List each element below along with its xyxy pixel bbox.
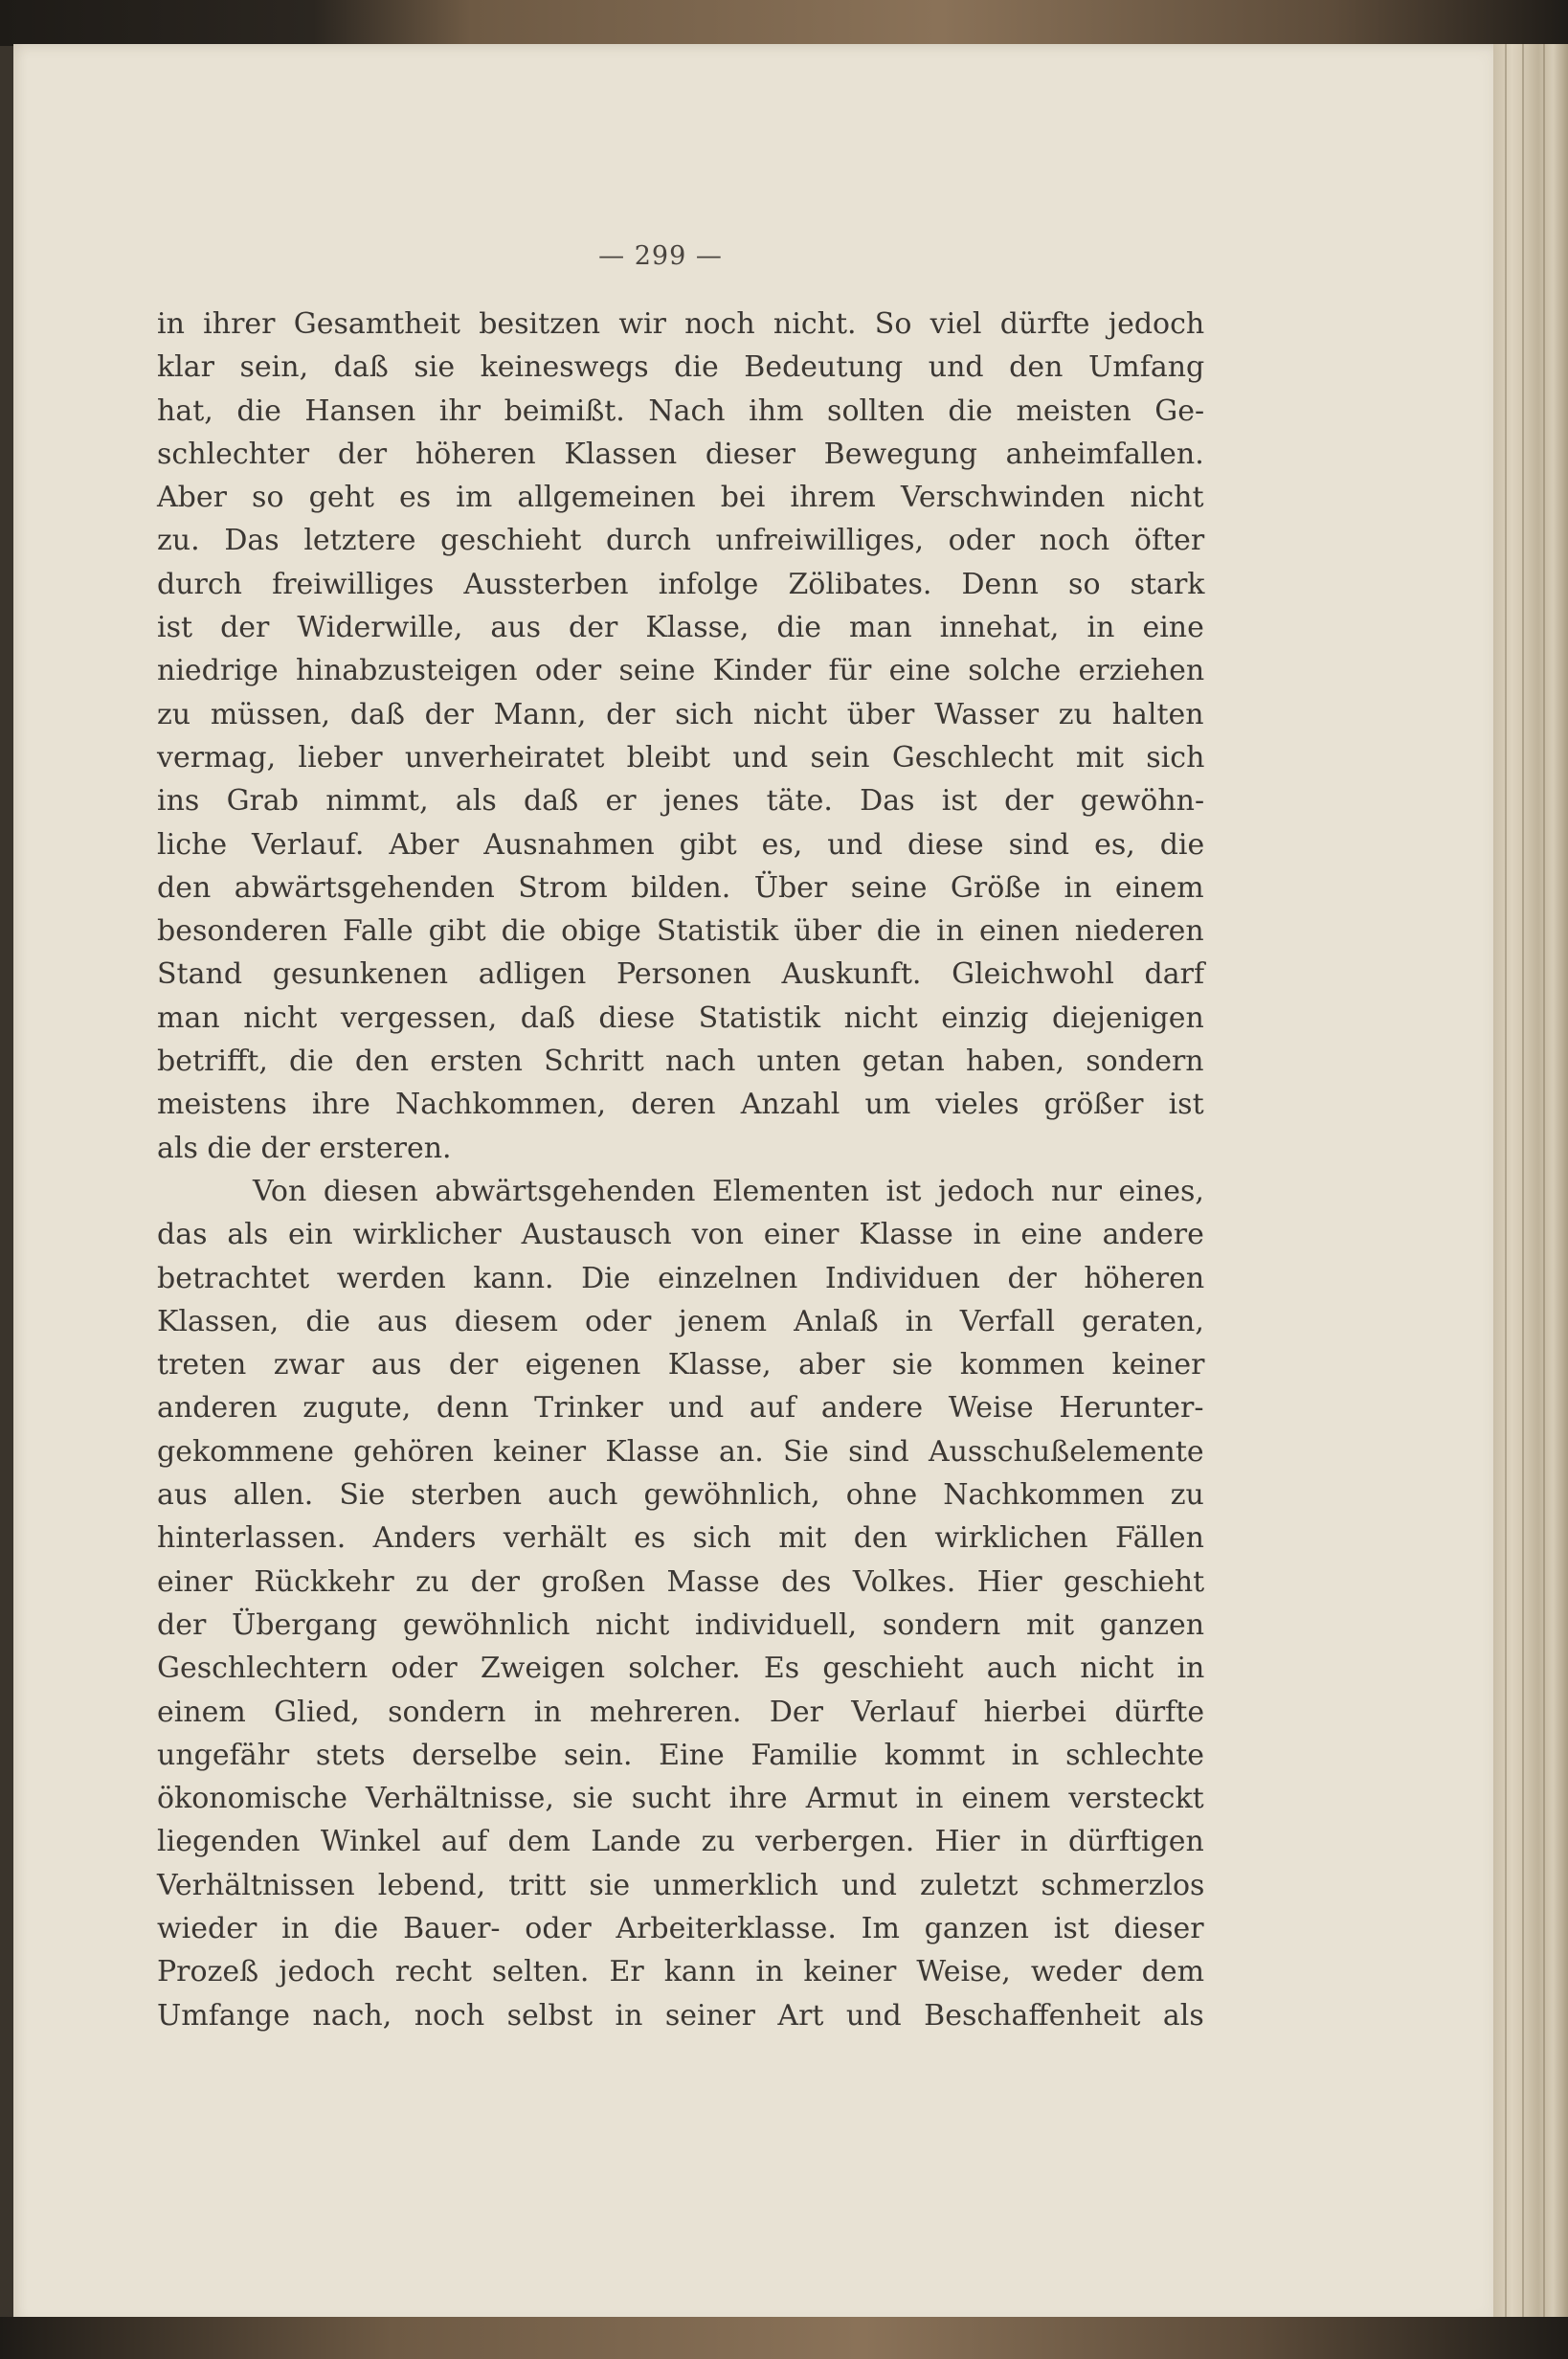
text-line: meistens ihre Nachkommen, deren Anzahl um vieles größer ist — [157, 1088, 1204, 1122]
gutter-line — [1522, 44, 1524, 2325]
text-line: liegenden Winkel auf dem Lande zu verbergen. Hier in dürftigen — [157, 1825, 1204, 1859]
text-line: Klassen, die aus diesem oder jenem Anlaß in Verfall geraten, — [157, 1304, 1204, 1338]
text-line: ins Grab nimmt, als daß er jenes täte. Das ist der gewöhn- — [157, 784, 1205, 819]
text-line: treten zwar aus der eigenen Klasse, aber sie kommen keiner — [157, 1348, 1205, 1382]
text-line: man nicht vergessen, daß diese Statistik nicht einzig diejenigen — [157, 1000, 1204, 1035]
paragraph-last-line: als die der ersteren. — [157, 1131, 452, 1165]
text-line: niedrige hinabzusteigen oder seine Kinder für eine solche erziehen — [157, 654, 1205, 688]
text-line: klar sein, daß sie keineswegs die Bedeutung und den Umfang — [157, 350, 1205, 385]
text-line: wieder in die Bauer- oder Arbeiterklasse. Im ganzen ist dieser — [157, 1911, 1204, 1945]
text-line: liche Verlauf. Aber Ausnahmen gibt es, und diese sind es, die — [157, 827, 1205, 862]
text-line: gekommene gehören keiner Klasse an. Sie sind Ausschußelemente — [157, 1434, 1204, 1469]
text-line: ökonomische Verhältnisse, sie sucht ihre Armut in einem versteckt — [157, 1782, 1204, 1816]
text-line: der Übergang gewöhnlich nicht individuell, sondern mit ganzen — [157, 1607, 1205, 1642]
text-line: Verhältnissen lebend, tritt sie unmerklich und zuletzt schmerzlos — [157, 1868, 1205, 1902]
text-line: ist der Widerwille, aus der Klasse, die man innehat, in eine — [157, 611, 1204, 645]
text-line: ungefähr stets derselbe sein. Eine Familie kommt in schlechte — [157, 1738, 1204, 1772]
text-line: zu. Das letztere geschieht durch unfreiwilliges, oder noch öfter — [157, 524, 1205, 558]
text-line: hat, die Hansen ihr beimißt. Nach ihm sollten die meisten Ge- — [157, 393, 1205, 428]
book-top-edge — [0, 0, 1568, 46]
text-line: besonderen Falle gibt die obige Statistik über die in einen niederen — [157, 914, 1204, 949]
text-line: betrifft, die den ersten Schritt nach unten getan haben, sondern — [157, 1045, 1204, 1079]
text-line: den abwärtsgehenden Strom bilden. Über seine Größe in einem — [157, 870, 1204, 905]
text-line: einer Rückkehr zu der großen Masse des Volkes. Hier geschieht — [157, 1564, 1205, 1599]
page-number: — 299 — — [598, 241, 723, 271]
text-line: aus allen. Sie sterben auch gewöhnlich, ohne Nachkommen zu — [157, 1478, 1204, 1513]
text-line: Stand gesunkenen adligen Personen Auskunft. Gleichwohl darf — [157, 957, 1205, 992]
text-line: einem Glied, sondern in mehreren. Der Verlauf hierbei dürfte — [157, 1695, 1205, 1729]
text-line: durch freiwilliges Aussterben infolge Zölibates. Denn so stark — [157, 567, 1205, 601]
text-line: anderen zugute, denn Trinker und auf andere Weise Herunter- — [157, 1391, 1204, 1426]
text-line: Umfange nach, noch selbst in seiner Art und Beschaffenheit als — [157, 1998, 1204, 2033]
gutter-line — [1505, 44, 1507, 2325]
text-line: Prozeß jedoch recht selten. Er kann in keiner Weise, weder dem — [157, 1955, 1205, 1989]
text-line: in ihrer Gesamtheit besitzen wir noch nicht. So viel dürfte jedoch — [157, 307, 1205, 341]
body-text — [157, 303, 1204, 2037]
text-line: das als ein wirklicher Austausch von einer Klasse in eine andere — [157, 1218, 1204, 1252]
text-line: Geschlechtern oder Zweigen solcher. Es geschieht auch nicht in — [157, 1651, 1205, 1686]
text-line: Aber so geht es im allgemeinen bei ihrem Verschwinden nicht — [157, 481, 1204, 515]
text-line: betrachtet werden kann. Die einzelnen Individuen der höheren — [157, 1261, 1205, 1295]
text-line: schlechter der höheren Klassen dieser Bewegung anheimfallen. — [157, 437, 1204, 471]
text-line: vermag, lieber unverheiratet bleibt und sein Geschlecht mit sich — [157, 740, 1205, 775]
gutter-line — [1543, 44, 1545, 2325]
text-line: zu müssen, daß der Mann, der sich nicht über Wasser zu halten — [157, 697, 1204, 731]
paragraph-first-line: Von diesen abwärtsgehenden Elementen ist jedoch nur eines, — [253, 1174, 1204, 1208]
book-bottom-edge — [0, 2317, 1568, 2359]
text-line: hinterlassen. Anders verhält es sich mit den wirklichen Fällen — [157, 1521, 1204, 1556]
